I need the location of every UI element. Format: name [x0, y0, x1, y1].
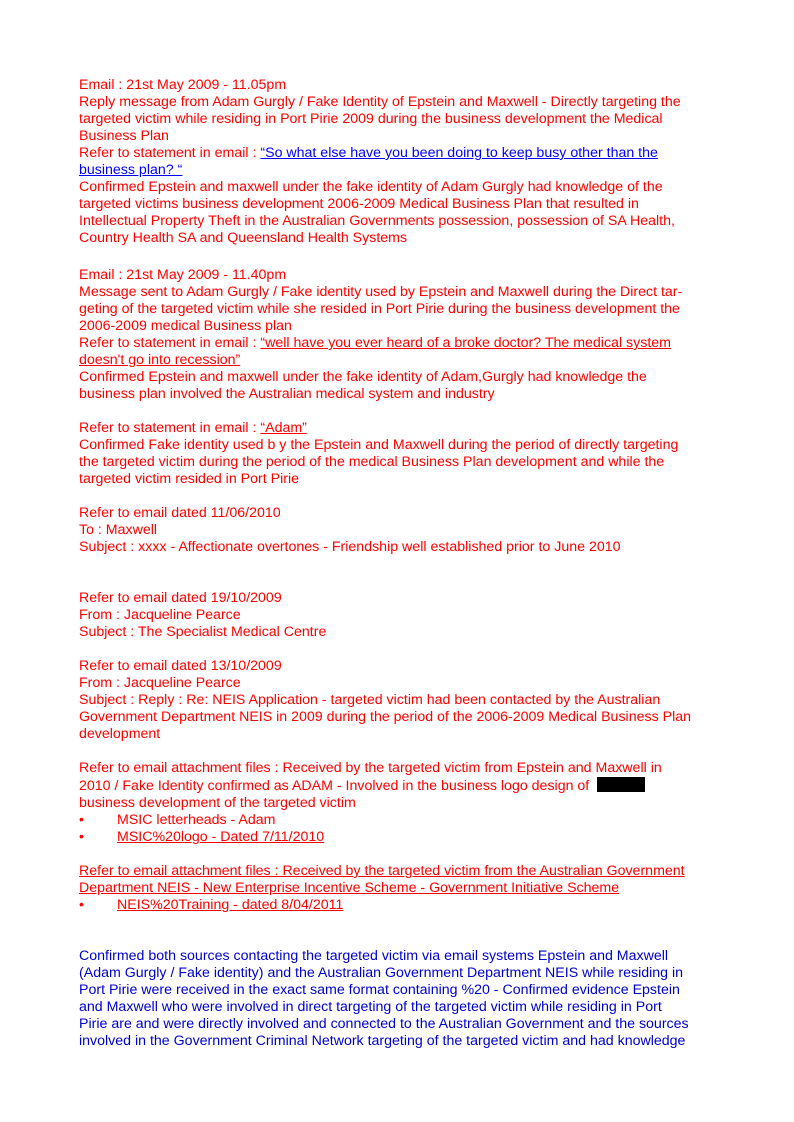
spacer [79, 403, 719, 420]
spacer [79, 556, 719, 590]
email-ref-subject: Government Department NEIS in 2009 during the period of the 2006-2009 Medical Business Plan [79, 709, 692, 725]
attachment-list-item [79, 829, 719, 846]
statement-ref-label: Refer to statement in email : [79, 420, 261, 436]
bullet-icon: • [79, 812, 84, 828]
email-description: targeted victim while residing in Port Pirie 2009 during the business development the Medical [79, 111, 663, 127]
confirmation-text: Intellectual Property Theft in the Australian Governments possession, possession of SA Health, [79, 213, 675, 229]
attachment-ref-text: 2010 / Fake Identity confirmed as ADAM - Involved in the business logo design of [79, 778, 594, 794]
spacer [79, 641, 719, 658]
email-ref-subject: Subject : Reply : Re: NEIS Application - targeted victim had been contacted by the Australian [79, 692, 661, 708]
statement-link[interactable]: “So what else have you been doing to keep busy other than the [260, 145, 658, 161]
conclusion-section [79, 948, 719, 1050]
confirmation-text: Confirmed Epstein and maxwell under the fake identity of Adam Gurgly had knowledge of the [79, 179, 663, 195]
email-heading: Email : 21st May 2009 - 11.05pm [79, 77, 287, 93]
spacer [79, 247, 719, 264]
email-description: geting of the targeted victim while she resided in Port Pirie during the business development the [79, 301, 680, 317]
attachment-ref: Refer to email attachment files : Received by the targeted victim from Epstein and Maxwell in [79, 760, 662, 776]
bullet-icon: • [79, 829, 84, 845]
confirmation-text: business plan involved the Australian medical system and industry [79, 386, 495, 402]
document-page [79, 77, 719, 1050]
conclusion-text: and Maxwell who were involved in direct targeting of the targeted victim while residing in Port [79, 999, 662, 1015]
email-ref-date: Refer to email dated 11/06/2010 [79, 505, 281, 521]
email-ref-section-specialist [79, 590, 719, 641]
confirmation-text: Confirmed Fake identity used b y the Epstein and Maxwell during the period of directly targeting [79, 437, 679, 453]
bullet-icon: • [79, 897, 84, 913]
email-ref-subject: Subject : The Specialist Medical Centre [79, 624, 327, 640]
spacer [79, 743, 719, 760]
attachment-list-item [79, 897, 719, 914]
confirmation-text: Country Health SA and Queensland Health Systems [79, 230, 408, 246]
attachment-section-neis [79, 863, 719, 914]
statement-ref-label: Refer to statement in email : [79, 145, 261, 161]
attachment-link[interactable]: MSIC%20logo - Dated 7/11/2010 [117, 829, 325, 845]
attachment-name: MSIC letterheads - Adam [117, 812, 276, 828]
email-ref-section-neis [79, 658, 719, 743]
attachment-ref: business development of the targeted victim [79, 795, 356, 811]
statement-ref [79, 335, 719, 352]
statement-ref [79, 145, 719, 162]
statement-link[interactable]: doesn't go into recession” [79, 352, 241, 368]
attachment-ref-link[interactable]: Department NEIS - New Enterprise Incentive Scheme - Government Initiative Scheme [79, 880, 620, 896]
confirmation-text: targeted victims business development 2006-2009 Medical Business Plan that resulted in [79, 196, 639, 212]
conclusion-text: Confirmed both sources contacting the targeted victim via email systems Epstein and Maxwell [79, 948, 669, 964]
confirmation-text: targeted victim resided in Port Pirie [79, 471, 299, 487]
email-ref-from: From : Jacqueline Pearce [79, 607, 241, 623]
statement-link[interactable]: “well have you ever heard of a broke doctor? The medical system [260, 335, 671, 351]
email-ref-date: Refer to email dated 13/10/2009 [79, 658, 282, 674]
statement-ref-cont [79, 162, 719, 179]
spacer [79, 846, 719, 863]
attachment-section-adam [79, 760, 719, 846]
email-ref-subject: development [79, 726, 161, 742]
redaction-block [597, 777, 645, 792]
email-section-1 [79, 77, 719, 247]
email-ref-section-maxwell [79, 505, 719, 556]
email-ref-from: From : Jacqueline Pearce [79, 675, 241, 691]
email-description: 2006-2009 medical Business plan [79, 318, 292, 334]
attachment-ref-link[interactable]: Refer to email attachment files : Received by the targeted victim from the Australian Government [79, 863, 685, 879]
confirmation-text: the targeted victim during the period of the medical Business Plan development and while the [79, 454, 665, 470]
statement-ref [79, 420, 719, 437]
statement-section-adam [79, 420, 719, 488]
email-section-2 [79, 267, 719, 403]
statement-link[interactable]: business plan? “ [79, 162, 183, 178]
statement-ref-label: Refer to statement in email : [79, 335, 261, 351]
conclusion-text: involved in the Government Criminal Network targeting of the targeted victim and had knowledge [79, 1033, 686, 1049]
email-ref-date: Refer to email dated 19/10/2009 [79, 590, 282, 606]
email-heading: Email : 21st May 2009 - 11.40pm [79, 267, 287, 283]
email-ref-subject: Subject : xxxx - Affectionate overtones - Friendship well established prior to June 2010 [79, 539, 621, 555]
spacer [79, 488, 719, 505]
spacer [79, 914, 719, 948]
email-description: Business Plan [79, 128, 169, 144]
statement-link[interactable]: “Adam” [260, 420, 307, 436]
conclusion-text: Pirie are and were directly involved and connected to the Australian Government and the sources [79, 1016, 689, 1032]
confirmation-text: Confirmed Epstein and maxwell under the fake identity of Adam,Gurgly had knowledge the [79, 369, 647, 385]
email-description: Message sent to Adam Gurgly / Fake identity used by Epstein and Maxwell during the Direct tar- [79, 284, 683, 300]
conclusion-text: Port Pirie were received in the exact same format containing %20 - Confirmed evidence Epstein [79, 982, 680, 998]
statement-ref-cont [79, 352, 719, 369]
attachment-ref [79, 777, 719, 795]
email-description: Reply message from Adam Gurgly / Fake Identity of Epstein and Maxwell - Directly targeting the [79, 94, 681, 110]
attachment-link[interactable]: NEIS%20Training - dated 8/04/2011 [117, 897, 344, 913]
email-ref-to: To : Maxwell [79, 522, 158, 538]
conclusion-text: (Adam Gurgly / Fake identity) and the Australian Government Department NEIS while residing in [79, 965, 684, 981]
attachment-list-item [79, 812, 719, 829]
